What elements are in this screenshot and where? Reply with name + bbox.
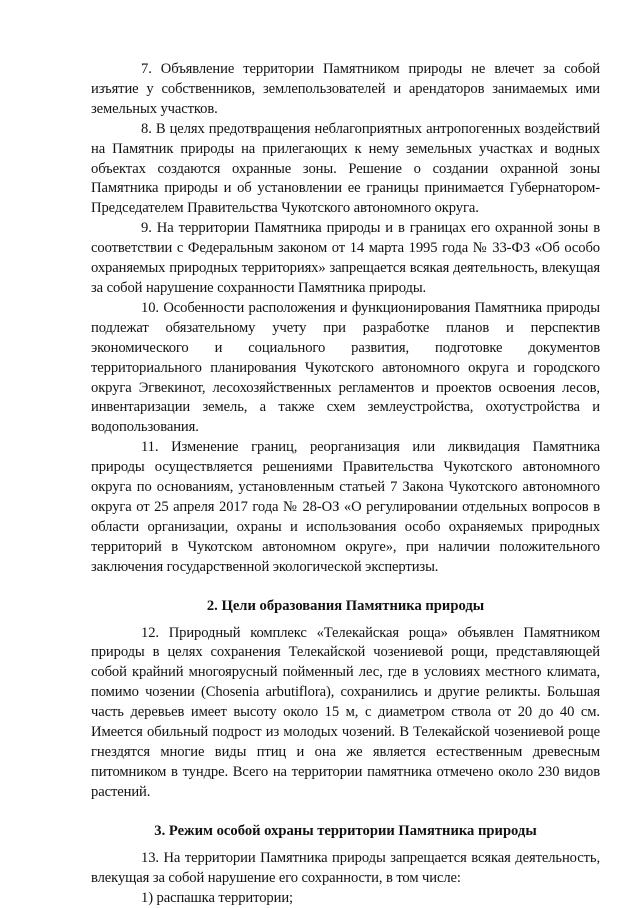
paragraph-7: 7. Объявление территории Памятником природы не влечет за собой изъятие у собственников, землепользователей и арендаторов занимаемых ими земельных участков. [91, 61, 600, 117]
paragraph-13: 13. На территории Памятника природы запрещается всякая деятельность, влекущая за собой нарушение его сохранности, в том числе: [91, 849, 600, 886]
paragraph-10: 10. Особенности расположения и функционирования Памятника природы подлежат обязательному учету при разработке планов и перспектив экономического и социального развития, подготовке документов территориального планирования Чукотского автономного округа и городского округа Эгвекинот, лесохозяйственных регламентов и проектов освоения лесов, инвентаризации земель, а также схем землеустройства, охотустройства и водопользования. [91, 299, 600, 436]
paragraph-12: 12. Природный комплекс «Телекайская роща» объявлен Памятником природы в целях сохранения Телекайской чозениевой рощи, представляющей собой крайний многоярусный пойменный лес, где в условиях местного климата, помимо чозении (Chosenia arbutiflora), сохранились и другие реликты. Большая часть деревьев имеет высоту около 15 м, с диаметром ствола от 20 до 40 см. Имеется обильный подрост из молодых чозений. В Телекайской чозениевой роще гнездятся многие виды птиц и она же является естественным древесным питомником в тундре. Всего на территории памятника отмечено около 230 видов растений. [91, 624, 600, 800]
paragraph-9: 9. На территории Памятника природы и в границах его охранной зоны в соответствии с Федеральным законом от 14 марта 1995 года № 33-ФЗ «Об особо охраняемых природных территориях» запрещается всякая деятельность, влекущая за собой нарушение сохранности Памятника природы. [91, 220, 600, 296]
paragraph-11: 11. Изменение границ, реорганизация или ликвидация Памятника природы осуществляется решениями Правительства Чукотского автономного округа по основаниям, установленным статьей 7 Закона Чукотского автономного округа от 25 апреля 2017 года № 28-ОЗ «О регулировании отдельных вопросов в области организации, охраны и использования особо охраняемых природных территорий в Чукотском автономном округе», при наличии положительного заключения государственной экологической экспертизы. [91, 439, 600, 575]
section-2-heading: 2. Цели образования Памятника природы [206, 597, 485, 614]
list-item: 1) распашка территории; [141, 889, 293, 906]
section-3-heading: 3. Режим особой охраны территории Памятника природы [154, 822, 537, 839]
paragraph-8: 8. В целях предотвращения неблагоприятных антропогенных воздействий на Памятник природы на прилегающих к нему земельных участках и водных объектах создаются охранные зоны. Решение о создании охранной зоны Памятника природы и об установлении ее границы принимается Губернатором-Председателем Правительства Чукотского автономного округа. [91, 120, 600, 217]
